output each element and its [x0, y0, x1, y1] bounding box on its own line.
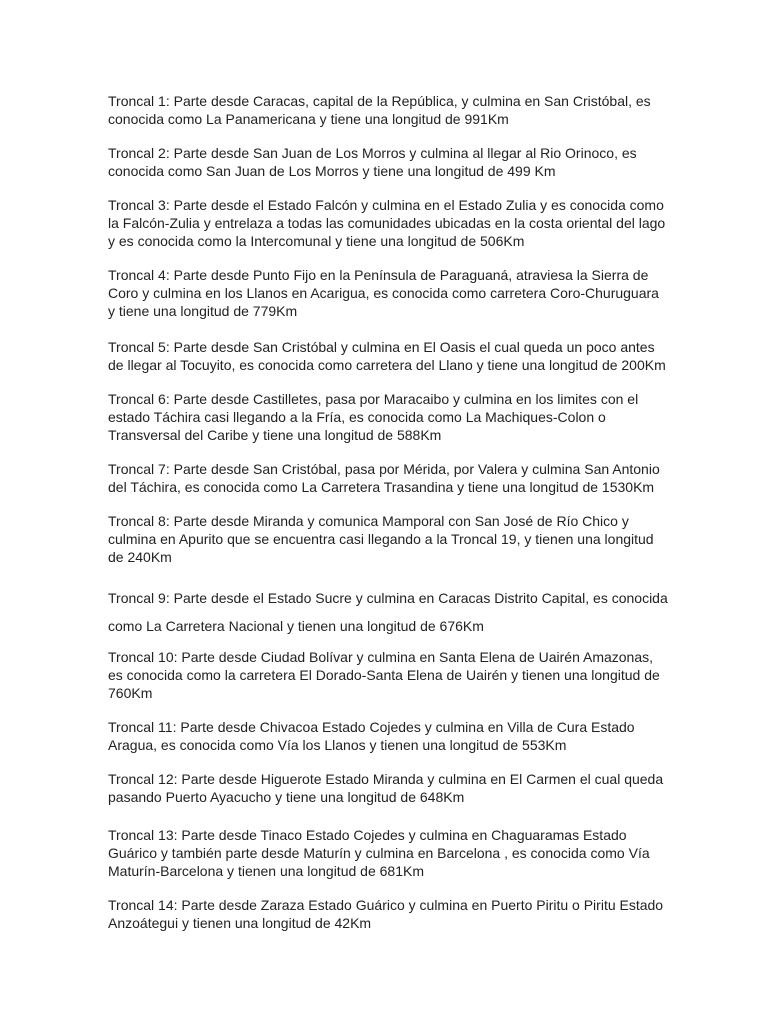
- text-line: y tiene una longitud de 779Km: [108, 303, 298, 320]
- text-line: Troncal 14: Parte desde Zaraza Estado Guárico y culmina en Puerto Piritu o Piritu Estado: [108, 897, 664, 913]
- text-line: Guárico y también parte desde Maturín y culmina en Barcelona , es conocida como Vía: [108, 845, 650, 862]
- text-line: Troncal 2: Parte desde San Juan de Los Morros y culmina al llegar al Rio Orinoco, es: [108, 145, 637, 161]
- text-line: Troncal 6: Parte desde Castilletes, pasa por Maracaibo y culmina en los limites con el: [108, 391, 639, 407]
- text-line: Troncal 3: Parte desde el Estado Falcón y culmina en el Estado Zulia y es conocida como: [108, 197, 664, 213]
- text-line: Troncal 7: Parte desde San Cristóbal, pasa por Mérida, por Valera y culmina San Antonio: [108, 461, 660, 477]
- paragraph-troncal-4: [108, 266, 668, 321]
- text-line: Troncal 11: Parte desde Chivacoa Estado Cojedes y culmina en Villa de Cura Estado: [108, 719, 635, 735]
- text-line: estado Táchira casi llegando a la Fría, es conocida como La Machiques-Colon o: [108, 409, 606, 426]
- paragraph-troncal-12: [108, 770, 668, 806]
- text-line: Troncal 10: Parte desde Ciudad Bolívar y culmina en Santa Elena de Uairén Amazonas,: [108, 649, 654, 665]
- text-line: conocida como La Panamericana y tiene una longitud de 991Km: [108, 111, 509, 128]
- text-line: 760Km: [108, 685, 153, 702]
- text-line: Troncal 9: Parte desde el Estado Sucre y culmina en Caracas Distrito Capital, es conocida: [108, 590, 668, 606]
- paragraph-troncal-1: [108, 92, 668, 128]
- text-line: Troncal 13: Parte desde Tinaco Estado Cojedes y culmina en Chaguaramas Estado: [108, 827, 627, 843]
- paragraph-troncal-6: [108, 390, 668, 445]
- paragraph-troncal-5: [108, 338, 668, 374]
- paragraph-troncal-2: [108, 144, 668, 180]
- text-line: Troncal 12: Parte desde Higuerote Estado Miranda y culmina en El Carmen el cual queda: [108, 771, 664, 787]
- text-line: Transversal del Caribe y tiene una longitud de 588Km: [108, 427, 442, 444]
- text-line: Coro y culmina en los Llanos en Acarigua, es conocida como carretera Coro-Churuguara: [108, 285, 659, 302]
- text-line: es conocida como la carretera El Dorado-Santa Elena de Uairén y tienen una longitud de: [108, 667, 660, 684]
- text-line: Aragua, es conocida como Vía los Llanos y tienen una longitud de 553Km: [108, 737, 567, 754]
- paragraph-troncal-13: [108, 826, 668, 881]
- text-line: conocida como San Juan de Los Morros y tiene una longitud de 499 Km: [108, 163, 556, 180]
- paragraph-troncal-8: [108, 512, 668, 567]
- text-line: culmina en Apurito que se encuentra casi llegando a la Troncal 19, y tienen una longitud: [108, 531, 654, 548]
- paragraph-troncal-3: [108, 196, 668, 251]
- paragraph-troncal-11: [108, 718, 668, 754]
- text-line: la Falcón-Zulia y entrelaza a todas las comunidades ubicadas en la costa oriental del lago: [108, 215, 666, 232]
- text-line: como La Carretera Nacional y tienen una longitud de 676Km: [108, 618, 484, 634]
- text-line: del Táchira, es conocida como La Carretera Trasandina y tiene una longitud de 1530Km: [108, 479, 655, 496]
- text-line: Troncal 5: Parte desde San Cristóbal y culmina en El Oasis el cual queda un poco antes: [108, 339, 655, 355]
- paragraph-troncal-7: [108, 460, 668, 496]
- paragraph-troncal-9: [108, 584, 668, 640]
- text-line: pasando Puerto Ayacucho y tiene una longitud de 648Km: [108, 789, 465, 806]
- paragraph-troncal-14: [108, 896, 668, 932]
- text-line: de 240Km: [108, 549, 172, 566]
- text-line: Troncal 1: Parte desde Caracas, capital de la República, y culmina en San Cristóbal, es: [108, 93, 651, 109]
- paragraph-troncal-10: [108, 648, 668, 703]
- text-line: Troncal 8: Parte desde Miranda y comunica Mamporal con San José de Río Chico y: [108, 513, 629, 529]
- text-line: y es conocida como la Intercomunal y tiene una longitud de 506Km: [108, 233, 525, 250]
- text-line: Maturín-Barcelona y tienen una longitud de 681Km: [108, 863, 424, 880]
- text-line: Anzoátegui y tienen una longitud de 42Km: [108, 915, 372, 932]
- text-line: Troncal 4: Parte desde Punto Fijo en la Península de Paraguaná, atraviesa la Sierra de: [108, 267, 649, 283]
- text-line: de llegar al Tocuyito, es conocida como carretera del Llano y tiene una longitud de 200Km: [108, 357, 666, 374]
